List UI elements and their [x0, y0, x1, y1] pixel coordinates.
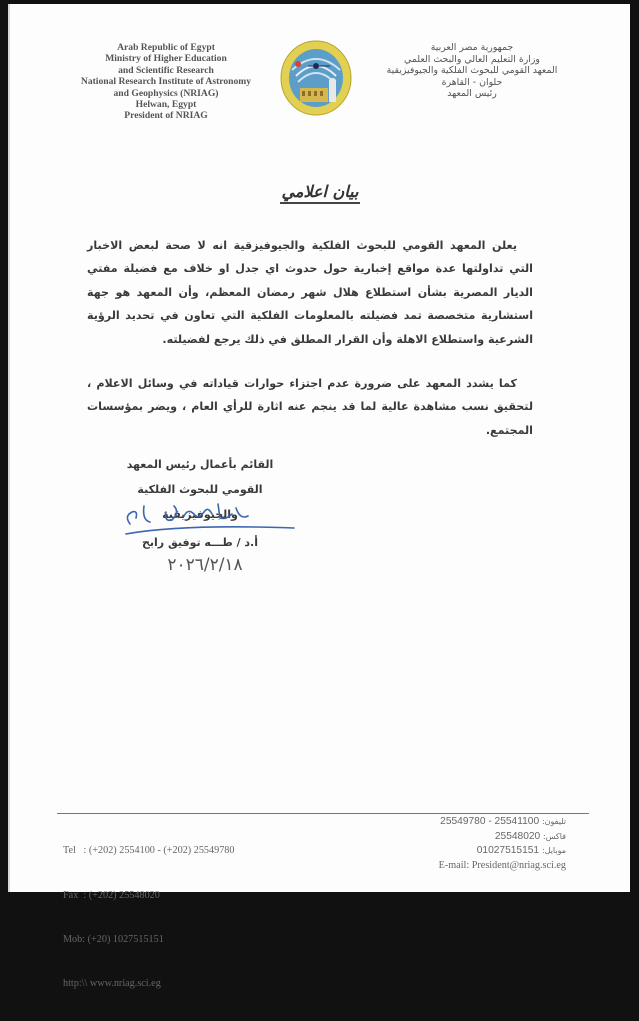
header-ar-line: جمهورية مصر العربية	[430, 42, 514, 53]
footer-email[interactable]: E-mail: President@nriag.sci.eg	[438, 860, 566, 872]
header-en-line: and Scientific Research	[118, 64, 214, 76]
header-en-line: Ministry of Higher Education	[105, 53, 227, 65]
footer-ar-tel: تليفون: 25549780 - 25541100	[440, 816, 566, 827]
title-text: بيان اعلامي	[280, 182, 361, 204]
body-paragraph-1: يعلن المعهد القومي للبحوث الفلكية والجيوفيزقية انه لا صحة لبعض الاخبار التي تداولتها عدة مواقع إخبارية حول حدوث اي جدل او خلاف مع فضيلة مفتي الديار المصرية بشأن استطلاع هلال شهر رمضان المعظم، وأن المعهد هو جهة استشارية متخصصة تمد فضيلته بالمعلومات الفلكية التي تعاون في تحديد الرؤية الشرعية واستطلاع الاهلة وأن القرار المطلق في ذلك يرجع لفضيلته.	[87, 239, 533, 346]
header-en-line: Helwan, Egypt	[135, 99, 197, 111]
header-ar-line: رئيس المعهد	[447, 88, 497, 100]
body-paragraph-2: كما يشدد المعهد على ضرورة عدم اجتزاء حوارات قياداته في وسائل الاعلام ، لتحقيق نسب مشاهدة عالية لما قد ينجم عنه اثارة للرأي العام ، ويضر بمؤسسات المجتمع.	[87, 377, 533, 437]
signatory-title-line-1: القائم بأعمال رئيس المعهد	[126, 458, 274, 471]
footer-fax: Fax : (+202) 25548020	[63, 889, 160, 901]
signatory-name: أ.د / طـــه توفيق رابح	[141, 536, 259, 549]
footer-website[interactable]: http:\\ www.nriag.sci.eg	[63, 977, 161, 989]
header-ar-line: وزارة التعليم العالي والبحث العلمي	[404, 53, 540, 65]
signatory-title-line-2: القومي للبحوث الفلكية والجيوفيزيقية	[137, 483, 263, 521]
footer-arabic	[439, 815, 566, 874]
header-ar-line: المعهد القومي للبحوث الفلكية والجيوفيزيقية	[386, 65, 558, 77]
document-title	[10, 182, 630, 201]
footer-tel: Tel : (+202) 2554100 - (+202) 25549780	[63, 845, 235, 857]
signature-icon	[122, 494, 302, 540]
header-en-line: and Geophysics (NRIAG)	[113, 87, 219, 99]
handwritten-date: ٢٠٢٦/٢/١٨	[167, 555, 243, 575]
footer-ar-mobile: موبايل: 01027515151	[476, 845, 566, 857]
document-page	[8, 4, 630, 989]
header-english	[66, 42, 266, 122]
footer-divider	[57, 813, 589, 814]
footer-mobile: Mob: (+20) 1027515151	[63, 933, 164, 945]
nriag-emblem-icon	[278, 40, 354, 116]
header-en-line: President of NRIAG	[124, 110, 208, 122]
footer-english	[63, 815, 235, 1021]
header-arabic	[372, 42, 572, 100]
header-en-line: Arab Republic of Egypt	[117, 42, 215, 53]
footer-ar-fax: فاكس: 25548020	[494, 830, 566, 842]
header-en-line: National Research Institute of Astronomy	[80, 76, 252, 88]
header-ar-line: حلوان - القاهرة	[441, 76, 503, 88]
